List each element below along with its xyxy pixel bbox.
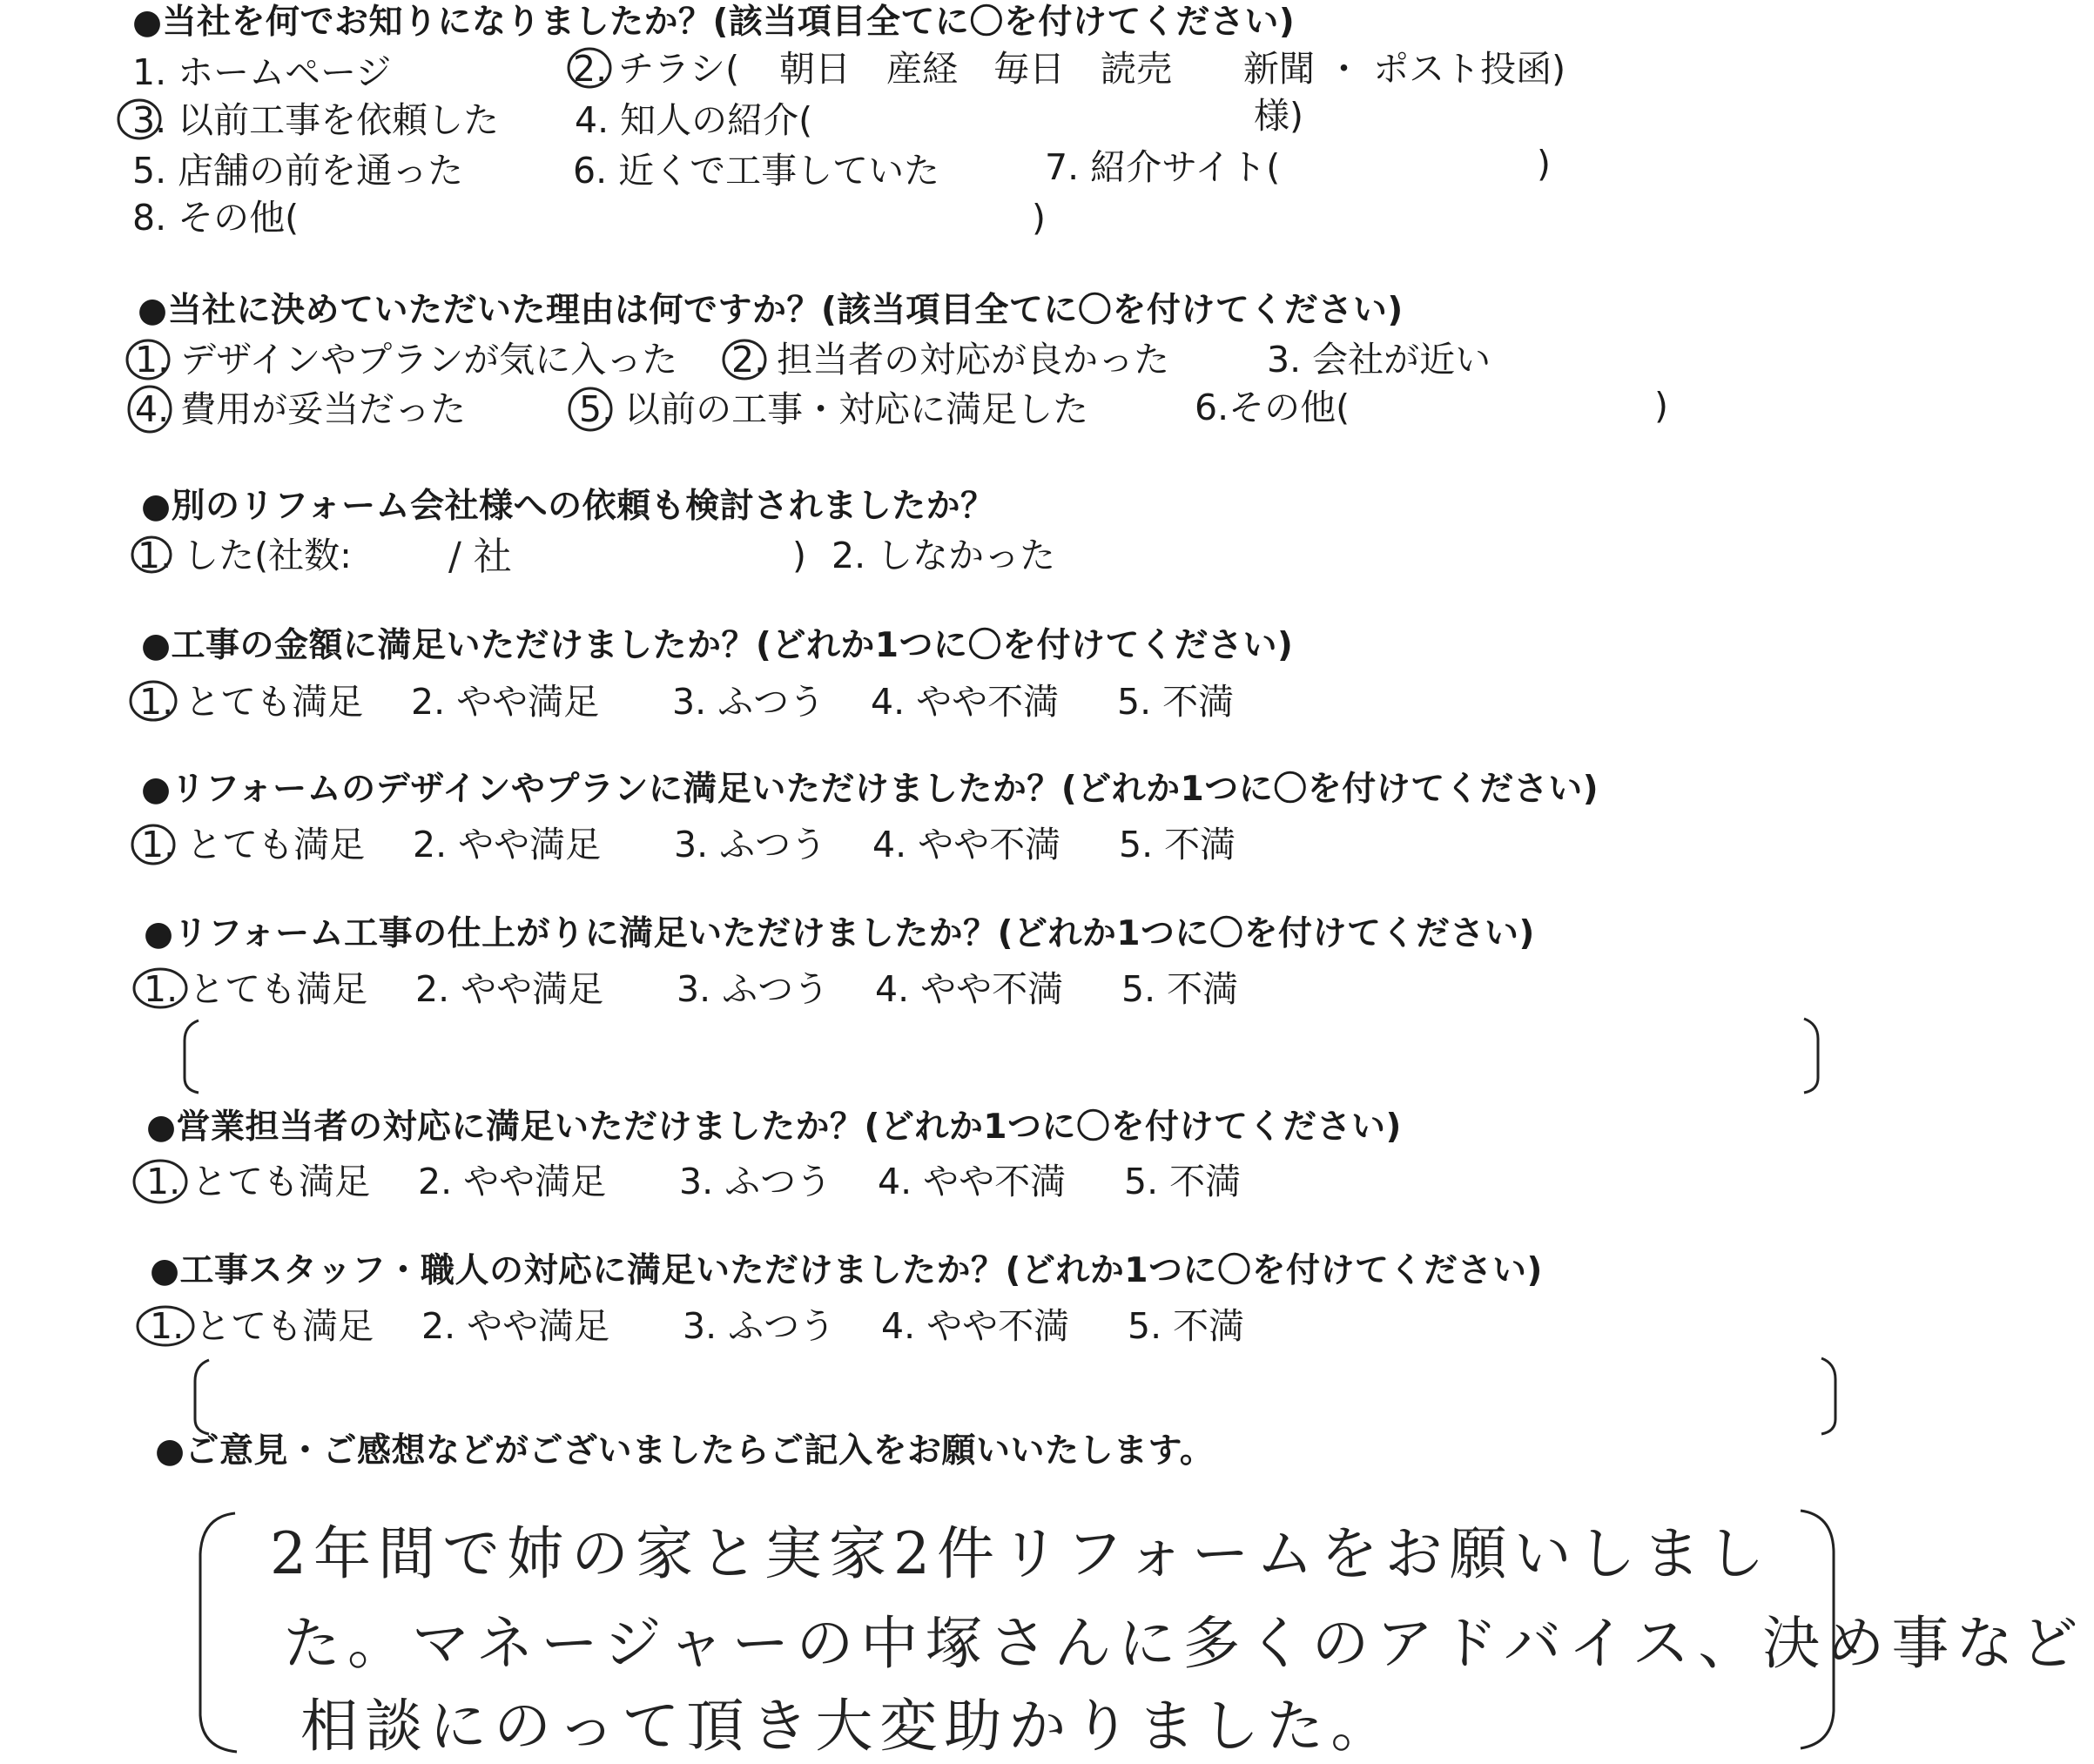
q4-option-3[interactable]: 3. ふつう	[672, 681, 825, 723]
q1-title: ●当社を何でお知りになりましたか？(該当項目全てに〇を付けてください)	[132, 3, 1296, 42]
q2-title: ●当社に決めていただいた理由は何ですか？(該当項目全てに〇を付けてください)	[138, 291, 1404, 330]
q8-comment-right-bracket	[1821, 1358, 1835, 1434]
q7-option-4[interactable]: 4. やや不満	[878, 1161, 1067, 1202]
q8-option-1-circle	[138, 1307, 193, 1345]
q8-comment-left-bracket	[195, 1360, 209, 1434]
q1-option-2-papers: 朝日 産経 毎日 読売 新聞 ・ ポスト投函)	[779, 48, 1566, 90]
q7-option-1[interactable]: 1. とても満足	[146, 1161, 371, 1202]
q6-option-1-circle	[134, 969, 186, 1007]
q2-option-1[interactable]: 1. デザインやプランが気に入った	[135, 339, 678, 380]
q9-comment-left-bracket	[200, 1513, 237, 1752]
q1-option-3-circle	[118, 100, 160, 138]
q9-title: ●ご意見・ご感想などがございましたらご記入をお願いいたします。	[155, 1431, 1215, 1471]
q1-option-4[interactable]: 4. 知人の紹介(	[575, 99, 813, 141]
q4-option-5[interactable]: 5. 不満	[1117, 681, 1235, 723]
q3-title: ●別のリフォーム会社様への依頼も検討されましたか？	[141, 487, 995, 526]
q2-option-3[interactable]: 3. 会社が近い	[1267, 339, 1491, 380]
q5-option-1[interactable]: 1. とても満足	[141, 824, 366, 865]
q2-option-2-circle	[724, 340, 765, 379]
q1-option-7[interactable]: 7. 紹介サイト(	[1045, 146, 1281, 188]
q2-option-2[interactable]: 2. 担当者の対応が良かった	[731, 339, 1170, 380]
q3-option-1-circle	[132, 537, 171, 572]
handwritten-comment-line-1: 2年間で姉の家と実家2件リフォームをお願いしまし	[270, 1520, 1772, 1587]
q9-comment-right-bracket	[1801, 1511, 1834, 1748]
q5-option-3[interactable]: 3. ふつう	[674, 824, 827, 865]
q2-option-6[interactable]: 6.その他(	[1195, 387, 1350, 428]
q2-option-6-close: )	[1654, 385, 1668, 427]
q4-option-2[interactable]: 2. やや満足	[411, 681, 600, 723]
q5-option-2[interactable]: 2. やや満足	[413, 824, 602, 865]
q4-option-1-circle	[131, 682, 176, 720]
q8-title: ●工事スタッフ・職人の対応に満足いただけましたか？(どれか1つに〇を付けてください)	[150, 1251, 1543, 1290]
q7-option-1-circle	[134, 1161, 186, 1202]
q2-option-5-circle	[569, 388, 611, 430]
handwritten-comment-line-2: た。マネージャーの中塚さんに多くのアドバイス、決め事など	[283, 1610, 2085, 1677]
q5-option-4[interactable]: 4. やや不満	[872, 824, 1061, 865]
q6-option-3[interactable]: 3. ふつう	[677, 968, 830, 1010]
handwritten-comment-line-3: 相談にのって頂き大変助かりました。	[300, 1693, 1396, 1760]
q2-option-4-circle	[129, 387, 171, 432]
q2-option-5[interactable]: 5. 以前の工事・対応に満足した	[579, 388, 1089, 430]
q3-option-2[interactable]: 2. しなかった	[832, 535, 1056, 576]
q8-option-1[interactable]: 1. とても満足	[150, 1305, 374, 1347]
q8-option-5[interactable]: 5. 不満	[1128, 1305, 1245, 1347]
q8-option-4[interactable]: 4. やや不満	[881, 1305, 1070, 1347]
q8-option-3[interactable]: 3. ふつう	[683, 1305, 836, 1347]
q1-option-2-circle	[569, 49, 610, 87]
q6-option-5[interactable]: 5. 不満	[1121, 968, 1239, 1010]
q1-option-3[interactable]: 3. 以前工事を依頼した	[132, 99, 500, 141]
q1-option-2[interactable]: 2. チラシ(	[573, 48, 740, 90]
q6-option-2[interactable]: 2. やや満足	[415, 968, 604, 1010]
q1-option-6[interactable]: 6. 近くで工事していた	[573, 150, 940, 192]
q3-option-1-close: )	[792, 535, 806, 576]
q7-title: ●営業担当者の対応に満足いただけましたか？(どれか1つに〇を付けてください)	[146, 1108, 1402, 1147]
q3-company-count-answer: / 社	[448, 535, 512, 579]
q1-option-1[interactable]: 1. ホームページ	[132, 51, 392, 93]
q3-option-1[interactable]: 1. した(社数:	[138, 535, 352, 576]
q6-option-4[interactable]: 4. やや不満	[875, 968, 1064, 1010]
q6-option-1[interactable]: 1. とても満足	[144, 968, 368, 1010]
q5-option-5[interactable]: 5. 不満	[1119, 824, 1236, 865]
q5-title: ●リフォームのデザインやプランに満足いただけましたか？(どれか1つに〇を付けてください)	[141, 770, 1599, 809]
q4-option-4[interactable]: 4. やや不満	[871, 681, 1060, 723]
q8-option-2[interactable]: 2. やや満足	[421, 1305, 610, 1347]
q2-option-4[interactable]: 4. 費用が妥当だった	[135, 388, 467, 430]
q1-option-8[interactable]: 8. その他(	[132, 197, 300, 239]
q2-option-1-circle	[127, 340, 169, 379]
q1-option-4-suffix: 様)	[1254, 95, 1303, 137]
q1-option-8-close: )	[1032, 197, 1046, 239]
q7-option-2[interactable]: 2. やや満足	[418, 1161, 607, 1202]
q5-option-1-circle	[132, 825, 174, 864]
q6-comment-right-bracket	[1804, 1019, 1818, 1093]
q7-option-5[interactable]: 5. 不満	[1124, 1161, 1242, 1202]
q4-option-1[interactable]: 1. とても満足	[139, 681, 364, 723]
q1-option-7-close: )	[1537, 143, 1551, 185]
q7-option-3[interactable]: 3. ふつう	[679, 1161, 832, 1202]
q6-title: ●リフォーム工事の仕上がりに満足いただけましたか？(どれか1つに〇を付けてください)	[144, 914, 1535, 953]
q4-title: ●工事の金額に満足いただけましたか？(どれか1つに〇を付けてください)	[141, 626, 1294, 665]
q1-option-5[interactable]: 5. 店舗の前を通った	[132, 150, 464, 192]
q6-comment-left-bracket	[185, 1020, 199, 1093]
